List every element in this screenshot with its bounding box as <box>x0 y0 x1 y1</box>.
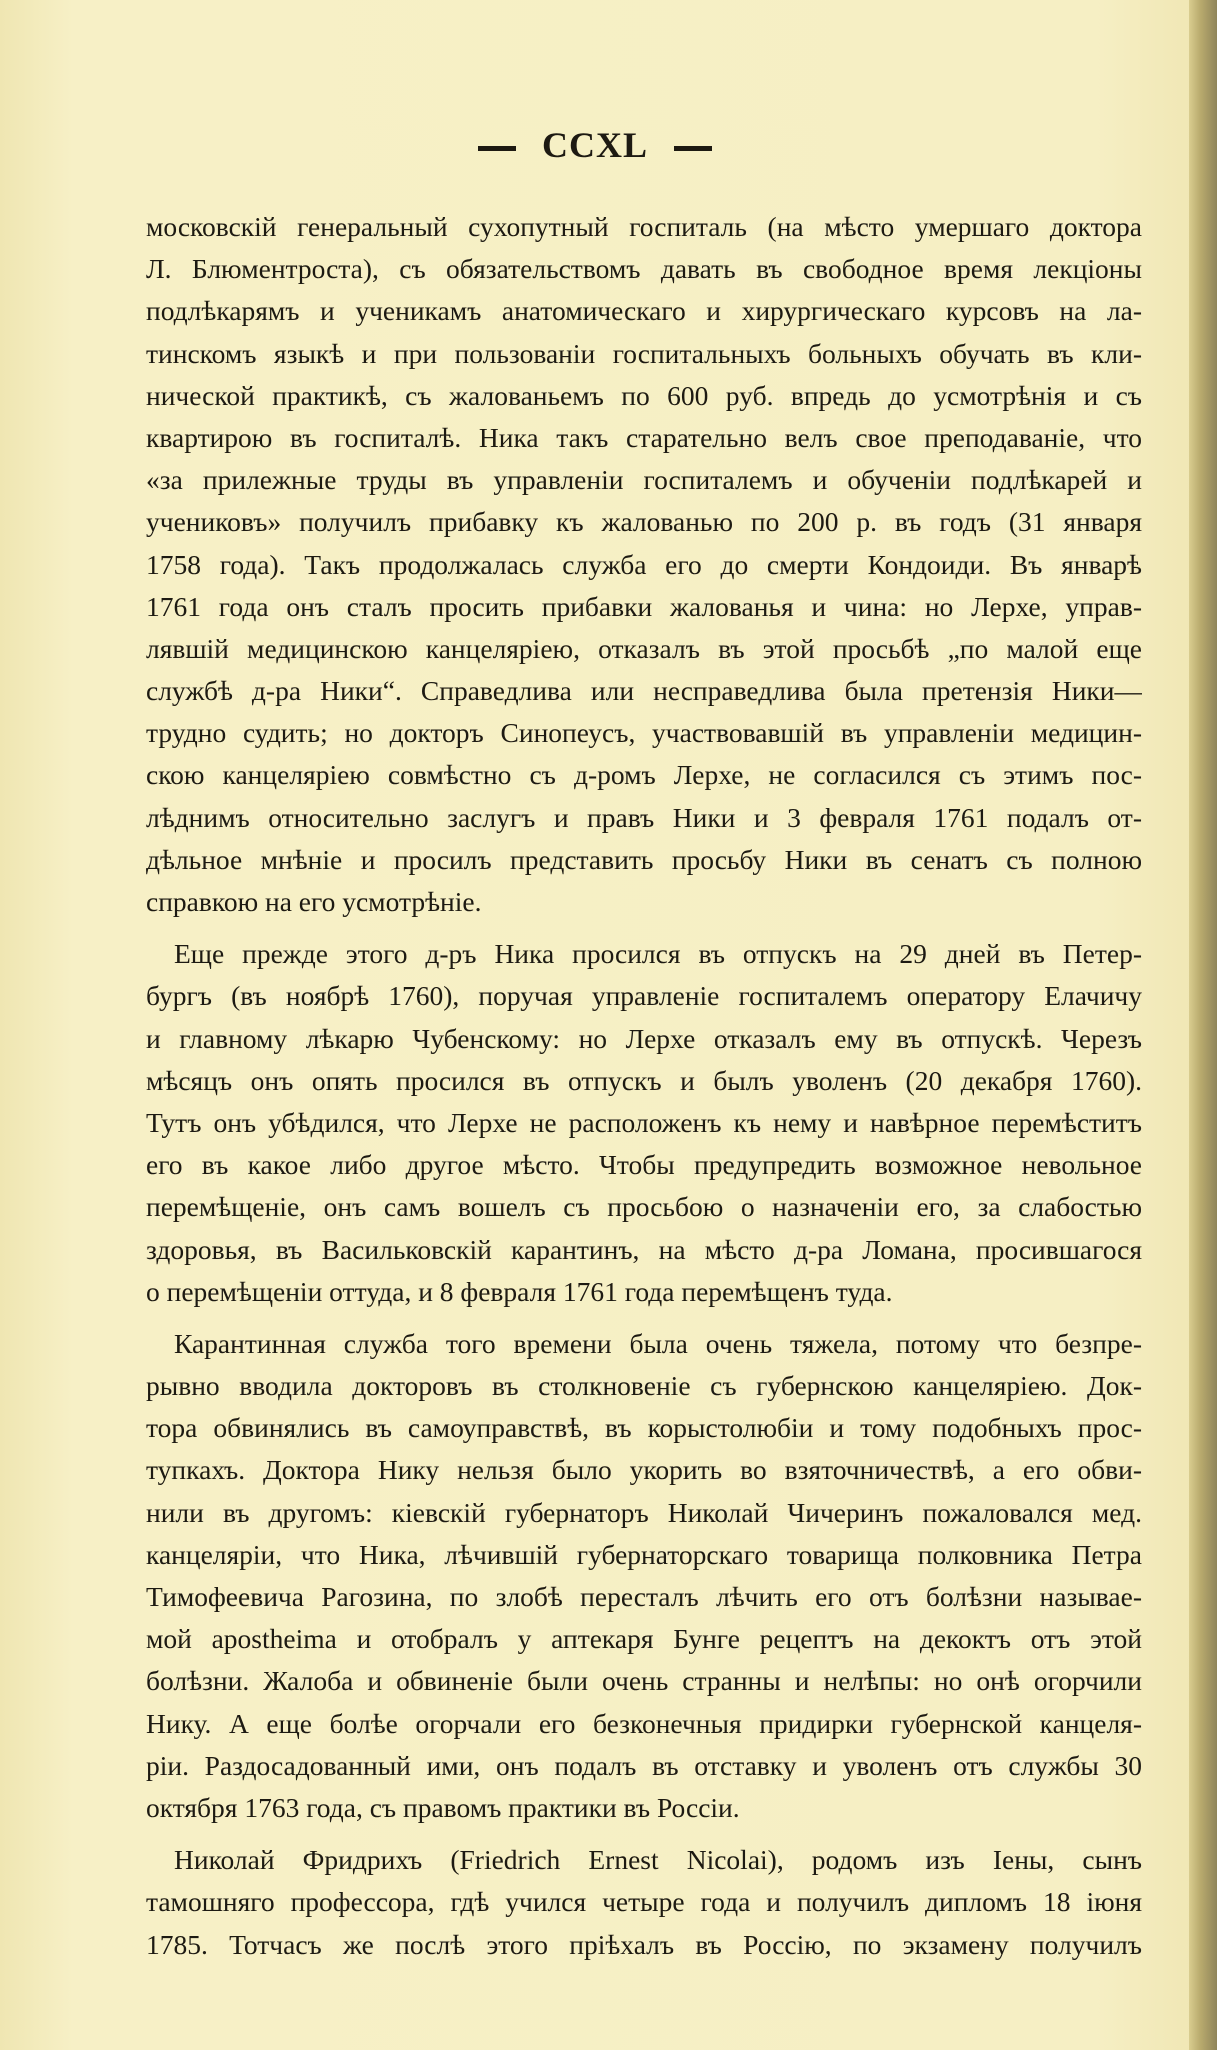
text-line: лѣднимъ относительно заслугъ и правъ Ники и 3 февраля 1761 подалъ от- <box>146 801 1142 833</box>
text-line: Николай Фридрихъ (Friedrich Ernest Nicolai), родомъ изъ Іены, сынъ <box>174 1844 1142 1876</box>
text-line: рывно вводила докторовъ въ столкновеніе съ губернскою канцеляріею. Док- <box>146 1370 1142 1402</box>
text-line: учениковъ» получилъ прибавку къ жалованью по 200 р. въ годъ (31 января <box>146 506 1142 538</box>
text-line: Тутъ онъ убѣдился, что Лерхе не расположенъ къ нему и навѣрное перемѣститъ <box>146 1106 1142 1138</box>
text-line: дѣльное мнѣніе и просилъ представить просьбу Ники въ сенатъ съ полною <box>146 843 1142 875</box>
header-dash-right <box>674 146 712 151</box>
page-edge-shadow <box>1189 0 1217 2050</box>
text-line: Карантинная служба того времени была очень тяжела, потому что безпре- <box>174 1327 1142 1359</box>
text-line: скою канцеляріею совмѣстно съ д-ромъ Лерхе, не согласился съ этимъ пос- <box>146 759 1142 791</box>
paragraph-1 <box>146 206 1142 923</box>
text-line: квартирою въ госпиталѣ. Ника такъ старательно велъ свое преподаваніе, что <box>146 421 1142 453</box>
text-line: мой apostheima и отобралъ у аптекаря Бунге рецептъ на декоктъ отъ этой <box>146 1623 1142 1655</box>
text-line: болѣзни. Жалоба и обвиненіе были очень странны и нелѣпы: но онѣ огорчили <box>146 1665 1142 1697</box>
text-line: бургъ (въ ноябрѣ 1760), поручая управленіе госпиталемъ оператору Елачичу <box>146 980 1142 1012</box>
text-line: московскій генеральный сухопутный госпиталь (на мѣсто умершаго доктора <box>146 211 1142 242</box>
paragraph-2 <box>146 933 1142 1313</box>
text-line: трудно судить; но докторъ Синопеусъ, участвовавшій въ управленіи медицин- <box>146 717 1142 749</box>
text-line: нили въ другомъ: кіевскій губернаторъ Николай Чичеринъ пожаловался мед. <box>146 1496 1142 1528</box>
text-line: тамошняго профессора, гдѣ учился четыре года и получилъ дипломъ 18 іюня <box>146 1886 1142 1918</box>
text-line: службѣ д-ра Ники“. Справедлива или несправедлива была претензія Ники— <box>146 675 1142 707</box>
text-line: Тимофеевича Рагозина, по злобѣ пересталъ лѣчить его отъ болѣзни называе- <box>146 1581 1142 1612</box>
text-line: 1761 года онъ сталъ просить прибавки жалованья и чина: но Лерхе, управ- <box>146 590 1142 622</box>
text-line: Еще прежде этого д-ръ Ника просился въ отпускъ на 29 дней въ Петер- <box>174 938 1142 970</box>
paragraph-4 <box>146 1839 1142 1966</box>
body-text <box>146 206 1142 1966</box>
text-line: перемѣщеніе, онъ самъ вошелъ съ просьбою о назначеніи его, за слабостью <box>146 1191 1142 1223</box>
text-line: здоровья, въ Васильковскій карантинъ, на мѣсто д-ра Ломана, просившагося <box>146 1233 1142 1265</box>
text-line: «за прилежные труды въ управленіи госпиталемъ и обученіи подлѣкарей и <box>146 464 1142 496</box>
header-dash-left <box>478 146 516 151</box>
page-header <box>0 124 1190 166</box>
text-line: и главному лѣкарю Чубенскому: но Лерхе отказалъ ему въ отпускѣ. Черезъ <box>146 1022 1142 1054</box>
text-line: 1785. Тотчасъ же послѣ этого пріѣхалъ въ Россію, по экзамену получилъ <box>146 1928 1142 1960</box>
text-line: подлѣкарямъ и ученикамъ анатомическаго и хирургическаго курсовъ на ла- <box>146 295 1142 327</box>
text-line: о перемѣщеніи оттуда, и 8 февраля 1761 года перемѣщенъ туда. <box>146 1275 893 1307</box>
page-number: CCXL <box>541 125 648 165</box>
text-line: Л. Блюментроста), съ обязательствомъ давать въ свободное время лекціоны <box>146 253 1142 285</box>
text-line: канцеляріи, что Ника, лѣчившій губернаторскаго товарища полковника Петра <box>146 1538 1142 1570</box>
text-line: Нику. А еще болѣе огорчали его безконечныя придирки губернской канцеля- <box>146 1707 1142 1739</box>
text-line: справкою на его усмотрѣніе. <box>146 886 482 917</box>
text-line: нической практикѣ, съ жалованьемъ по 600 руб. впредь до усмотрѣнія и съ <box>146 379 1142 411</box>
text-line: тупкахъ. Доктора Нику нельзя было укорить во взяточничествѣ, а его обви- <box>146 1454 1142 1486</box>
text-line: лявшій медицинскою канцеляріею, отказалъ въ этой просьбѣ „по малой еще <box>146 632 1142 664</box>
text-line: тора обвинялись въ самоуправствѣ, въ корыстолюбіи и тому подобныхъ прос- <box>146 1412 1142 1444</box>
text-line: мѣсяцъ онъ опять просился въ отпускъ и былъ уволенъ (20 декабря 1760). <box>146 1064 1142 1096</box>
text-line: его въ какое либо другое мѣсто. Чтобы предупредить возможное невольное <box>146 1149 1142 1181</box>
text-line: 1758 года). Такъ продолжалась служба его до смерти Кондоиди. Въ январѣ <box>146 548 1142 580</box>
text-line: октября 1763 года, съ правомъ практики въ Россіи. <box>146 1791 740 1823</box>
paragraph-3 <box>146 1323 1142 1829</box>
text-line: тинскомъ языкѣ и при пользованіи госпитальныхъ больныхъ обучать въ кли- <box>146 337 1142 369</box>
text-line: ріи. Раздосадованный ими, онъ подалъ въ отставку и уволенъ отъ службы 30 <box>146 1749 1142 1781</box>
